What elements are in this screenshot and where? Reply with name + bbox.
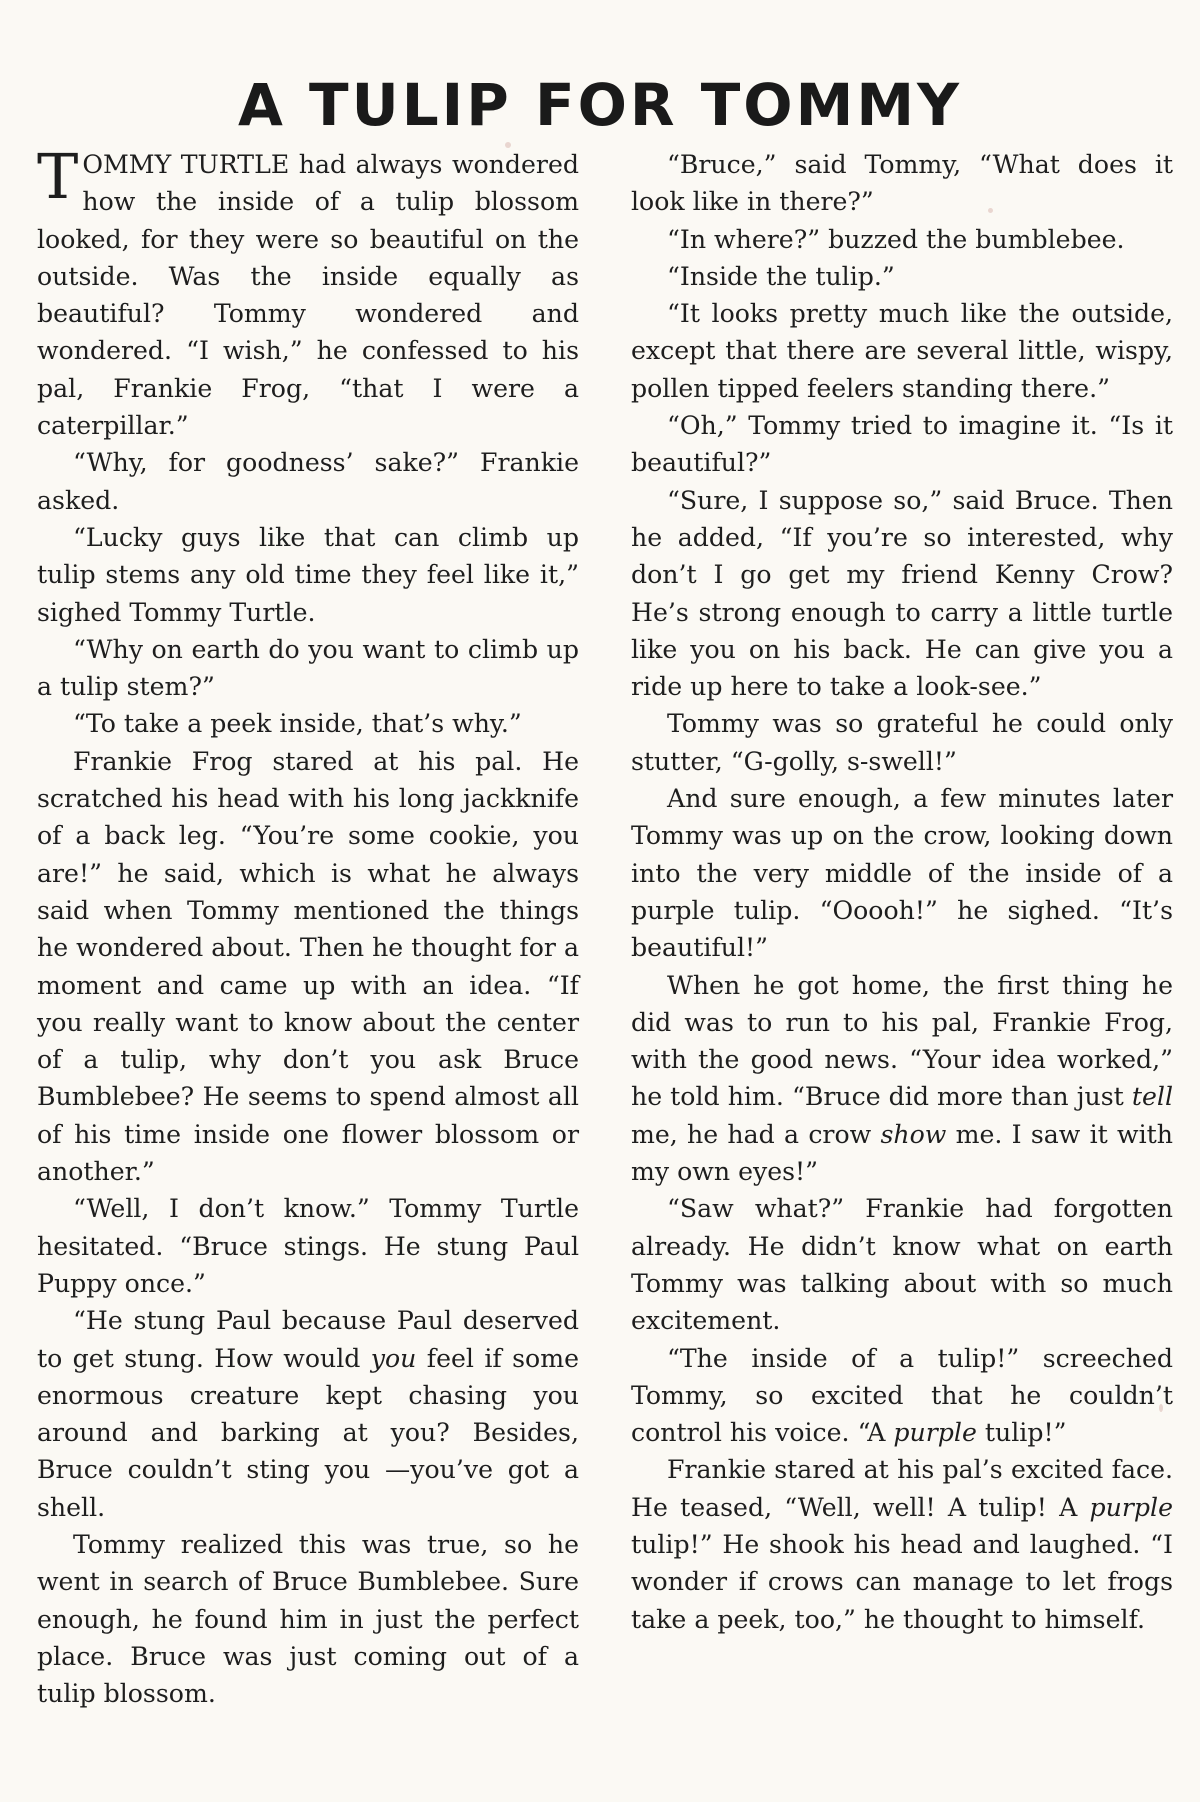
paragraph: “Bruce,” said Tommy, “What does it look like in there?” xyxy=(631,150,1173,217)
paragraph: Frankie Frog stared at his pal. He scratched his head with his long jackknife of a back leg. “You’re some cookie, you are!” he said, which is what he always said when Tommy mentioned the things he wondered about. Then he thought for a moment and came up with an idea. “If you really want to know about the center of a tulip, why don’t you ask Bruce Bumblebee? He seems to spend almost all of his time inside one flower blossom or another.” xyxy=(37,746,579,1187)
paragraph: “Saw what?” Frankie had forgotten already. He didn’t know what on earth Tommy was talking about with so much excitement. xyxy=(631,1194,1173,1336)
paragraph xyxy=(631,1340,1173,1452)
emphasis-text: you xyxy=(370,1343,417,1373)
emphasis-text: show xyxy=(880,1119,947,1149)
paragraph-text: “The inside of a tulip!” screeched Tommy, so excited that he couldn’t control his voice. “A xyxy=(631,1343,1173,1448)
paragraph-text: OMMY TURTLE had always wondered how the inside of a tulip blossom looked, for they were so beautiful on the outside. Was the inside equally as beautiful? Tommy wondered and wondered. “I wish,” he confessed to his pal, Frankie Frog, “that I were a caterpillar.” xyxy=(37,150,579,441)
ink-spot xyxy=(988,208,993,213)
ink-spot xyxy=(1159,1404,1163,1412)
left-column xyxy=(37,140,579,1712)
paragraph: “Oh,” Tommy tried to imagine it. “Is it beautiful?” xyxy=(631,411,1173,478)
paragraph-text: “He stung Paul because Paul deserved to get stung. How would xyxy=(37,1306,579,1373)
paragraph: “Inside the tulip.” xyxy=(667,261,895,291)
paragraph: “Sure, I suppose so,” said Bruce. Then he added, “If you’re so interested, why don’t I go get my friend Kenny Crow? He’s strong enough to carry a little turtle like you on his back. He can give you a ride up here to take a look-see.” xyxy=(631,485,1173,702)
paragraph-text: me. I saw it with my own eyes!” xyxy=(631,1119,1173,1187)
paragraph xyxy=(37,1302,579,1526)
emphasis-text: purple xyxy=(1089,1492,1173,1522)
paragraph-text: tulip!” He shook his head and laughed. “I wonder if crows can manage to let frogs take a peek, too,” he thought to himself. xyxy=(631,1529,1173,1634)
emphasis-text: purple xyxy=(893,1418,977,1448)
story-title: A TULIP FOR TOMMY xyxy=(237,71,963,139)
paragraph-text: When he got home, the first thing he did was to run to his pal, Frankie Frog, with the good news. “Your idea worked,” he told him. “Bruce did more than just xyxy=(631,970,1173,1112)
emphasis-text: tell xyxy=(1131,1082,1173,1112)
paragraph: “Why on earth do you want to climb up a tulip stem?” xyxy=(37,634,579,702)
paragraph-text: feel if some enormous creature kept chasing you around and barking at you? Besides, Bruce couldn’t sting you —you’ve got a shell. xyxy=(37,1343,579,1522)
paragraph-text: Frankie stared at his pal’s excited face. He teased, “Well, well! A tulip! A xyxy=(631,1455,1173,1522)
opening-paragraph xyxy=(37,140,579,444)
paragraph: “To take a peek inside, that’s why.” xyxy=(73,709,522,739)
paragraph: “In where?” buzzed the bumblebee. xyxy=(667,224,1125,254)
paragraph: Tommy realized this was true, so he went in search of Bruce Bumblebee. Sure enough, he found him in just the perfect place. Bruce was just coming out of a tulip blossom. xyxy=(37,1529,579,1709)
ink-spot xyxy=(505,142,511,148)
paragraph: Tommy was so grateful he could only stutter, “G-golly, s-swell!” xyxy=(631,709,1173,776)
right-column xyxy=(631,146,1173,1638)
paragraph: And sure enough, a few minutes later Tommy was up on the crow, looking down into the very middle of the inside of a purple tulip. “Ooooh!” he sighed. “It’s beautiful!” xyxy=(631,784,1173,963)
paragraph: “Why, for goodness’ sake?” Frankie asked. xyxy=(37,448,579,515)
paragraph-text: me, he had a crow xyxy=(631,1119,881,1149)
paragraph: “It looks pretty much like the outside, except that there are several little, wispy, pollen tipped feelers standing there.” xyxy=(631,299,1173,403)
paragraph xyxy=(631,1451,1173,1637)
paragraph xyxy=(631,967,1173,1191)
paragraph-text: tulip!” xyxy=(976,1418,1067,1448)
paragraph: “Well, I don’t know.” Tommy Turtle hesitated. “Bruce stings. He stung Paul Puppy once.” xyxy=(37,1194,579,1298)
paragraph: “Lucky guys like that can climb up tulip stems any old time they feel like it,” sighed Tommy Turtle. xyxy=(37,522,579,627)
drop-cap: T xyxy=(37,140,79,213)
